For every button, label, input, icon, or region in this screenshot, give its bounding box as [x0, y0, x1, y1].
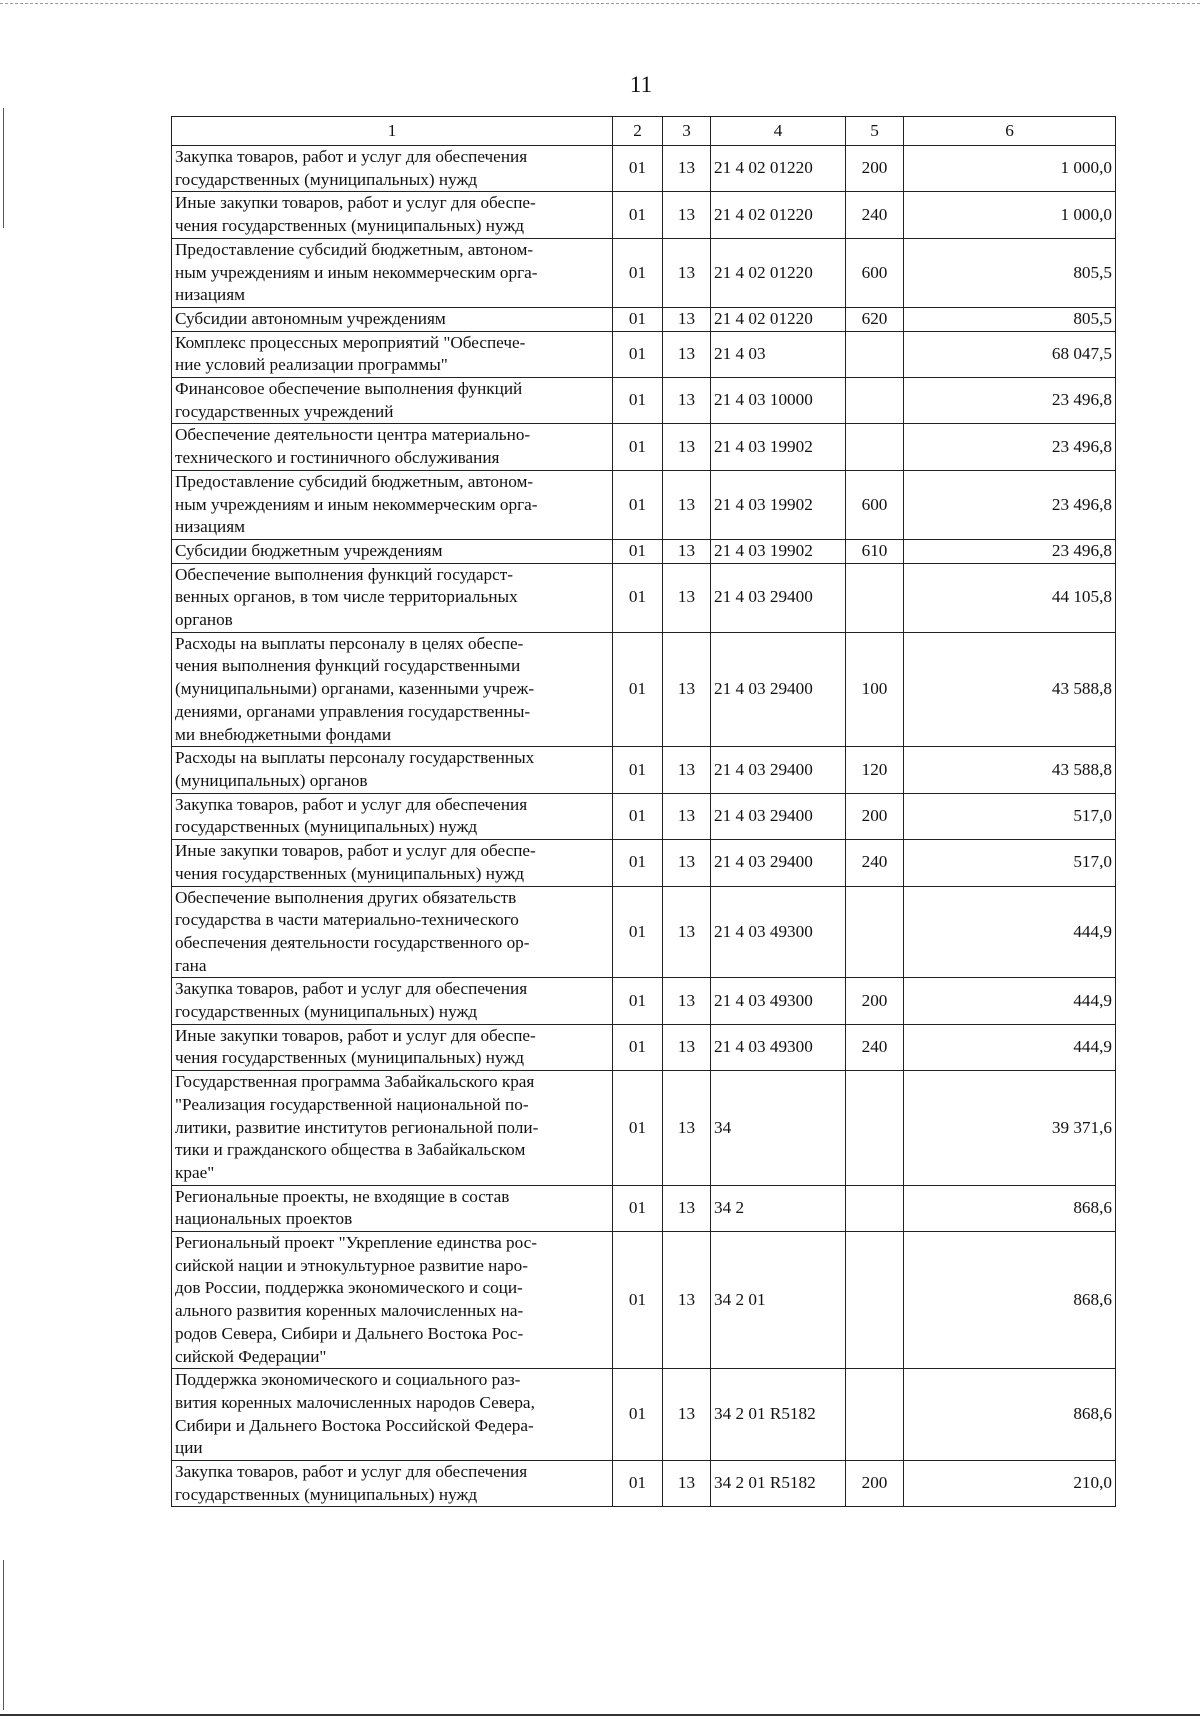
- column-header-name: 1: [172, 117, 613, 146]
- row-name-line: Комплекс процессных мероприятий "Обеспече-: [175, 332, 526, 352]
- row-section: 01: [613, 563, 663, 632]
- row-expense-type: 610: [846, 539, 904, 563]
- row-expense-type: 600: [846, 238, 904, 307]
- row-subsection: 13: [663, 632, 711, 747]
- row-name-line: Предоставление субсидий бюджетным, автоном-: [175, 239, 534, 259]
- table-row: [172, 378, 1116, 424]
- row-name: [172, 1369, 613, 1461]
- table-row: [172, 470, 1116, 539]
- row-subsection: 13: [663, 192, 711, 238]
- header-row: [172, 117, 1116, 146]
- row-name-line: Иные закупки товаров, работ и услуг для обеспе-: [175, 193, 536, 213]
- row-name-line: технического и гостиничного обслуживания: [175, 448, 500, 468]
- table-row: [172, 1185, 1116, 1231]
- row-expense-type: 240: [846, 840, 904, 886]
- row-amount: 39 371,6: [904, 1071, 1116, 1186]
- table-row: [172, 632, 1116, 747]
- row-subsection: 13: [663, 307, 711, 331]
- row-name-line: низациям: [175, 285, 245, 305]
- table-row: [172, 563, 1116, 632]
- row-target-article: 34 2 01 R5182: [711, 1461, 846, 1507]
- row-expense-type: 200: [846, 978, 904, 1024]
- row-name-line: Финансовое обеспечение выполнения функций: [175, 379, 523, 399]
- row-expense-type: 200: [846, 793, 904, 839]
- row-expense-type: [846, 886, 904, 978]
- row-amount: 805,5: [904, 307, 1116, 331]
- row-expense-type: 240: [846, 1024, 904, 1070]
- table-row: [172, 307, 1116, 331]
- table-row: [172, 1232, 1116, 1369]
- row-section: 01: [613, 378, 663, 424]
- row-amount: 23 496,8: [904, 539, 1116, 563]
- row-name-line: сийской нации и этнокультурное развитие наро-: [175, 1255, 528, 1275]
- row-subsection: 13: [663, 747, 711, 793]
- row-amount: 23 496,8: [904, 378, 1116, 424]
- row-section: 01: [613, 793, 663, 839]
- row-section: 01: [613, 424, 663, 470]
- row-name-line: дениями, органами управления государственны-: [175, 701, 531, 721]
- row-section: 01: [613, 1024, 663, 1070]
- row-target-article: 21 4 03 29400: [711, 840, 846, 886]
- row-subsection: 13: [663, 563, 711, 632]
- row-expense-type: [846, 378, 904, 424]
- row-name: [172, 424, 613, 470]
- row-name-line: родов Севера, Сибири и Дальнего Востока Рос-: [175, 1323, 524, 1343]
- row-name: [172, 1071, 613, 1186]
- row-name-line: Расходы на выплаты персоналу государственных: [175, 748, 535, 768]
- row-amount: 23 496,8: [904, 470, 1116, 539]
- row-subsection: 13: [663, 470, 711, 539]
- table-row: [172, 1369, 1116, 1461]
- row-subsection: 13: [663, 238, 711, 307]
- column-header-target-article: 4: [711, 117, 846, 146]
- row-name-line: чения государственных (муниципальных) нужд: [175, 863, 524, 883]
- column-header-expense-type: 5: [846, 117, 904, 146]
- table-row: [172, 424, 1116, 470]
- row-name-line: литики, развитие институтов региональной поли-: [175, 1117, 539, 1137]
- row-expense-type: 200: [846, 146, 904, 192]
- row-section: 01: [613, 747, 663, 793]
- row-expense-type: 240: [846, 192, 904, 238]
- row-subsection: 13: [663, 1185, 711, 1231]
- column-header-amount: 6: [904, 117, 1116, 146]
- row-target-article: 21 4 02 01220: [711, 192, 846, 238]
- row-section: 01: [613, 632, 663, 747]
- row-target-article: 21 4 03 29400: [711, 747, 846, 793]
- row-target-article: 21 4 03 49300: [711, 1024, 846, 1070]
- table-row: [172, 886, 1116, 978]
- row-subsection: 13: [663, 539, 711, 563]
- row-subsection: 13: [663, 1071, 711, 1186]
- row-target-article: 34 2: [711, 1185, 846, 1231]
- table-header: [172, 117, 1116, 146]
- row-expense-type: [846, 1185, 904, 1231]
- row-subsection: 13: [663, 378, 711, 424]
- row-amount: 805,5: [904, 238, 1116, 307]
- row-name-line: чения государственных (муниципальных) нужд: [175, 1048, 524, 1068]
- row-target-article: 21 4 03 19902: [711, 424, 846, 470]
- row-subsection: 13: [663, 331, 711, 377]
- budget-table: [171, 116, 1116, 1507]
- row-name-line: государственных (муниципальных) нужд: [175, 1002, 478, 1022]
- row-target-article: 21 4 03 29400: [711, 793, 846, 839]
- row-section: 01: [613, 1185, 663, 1231]
- row-name-line: Закупка товаров, работ и услуг для обеспечения: [175, 794, 528, 814]
- row-name-line: Обеспечение выполнения других обязательств: [175, 887, 517, 907]
- scan-top-edge: [0, 3, 1200, 4]
- row-name-line: Региональный проект "Укрепление единства рос-: [175, 1233, 538, 1253]
- row-section: 01: [613, 1461, 663, 1507]
- row-name-line: (муниципальных) органов: [175, 770, 368, 790]
- table-row: [172, 747, 1116, 793]
- row-name-line: государства в части материально-технического: [175, 910, 519, 930]
- row-section: 01: [613, 192, 663, 238]
- row-amount: 210,0: [904, 1461, 1116, 1507]
- row-section: 01: [613, 886, 663, 978]
- row-name: [172, 470, 613, 539]
- row-name: [172, 793, 613, 839]
- row-expense-type: [846, 1232, 904, 1369]
- row-amount: 43 588,8: [904, 747, 1116, 793]
- table-row: [172, 793, 1116, 839]
- row-subsection: 13: [663, 146, 711, 192]
- row-expense-type: 120: [846, 747, 904, 793]
- row-name-line: Закупка товаров, работ и услуг для обеспечения: [175, 979, 528, 999]
- row-section: 01: [613, 307, 663, 331]
- row-name-line: чения государственных (муниципальных) нужд: [175, 216, 524, 236]
- row-name: [172, 978, 613, 1024]
- row-name-line: крае": [175, 1162, 215, 1182]
- row-name-line: вития коренных малочисленных народов Севера,: [175, 1392, 535, 1412]
- row-section: 01: [613, 331, 663, 377]
- row-name: [172, 1232, 613, 1369]
- row-name-line: Сибири и Дальнего Востока Российской Федера-: [175, 1415, 534, 1435]
- row-name: [172, 632, 613, 747]
- row-target-article: 21 4 03 29400: [711, 563, 846, 632]
- row-target-article: 21 4 03 29400: [711, 632, 846, 747]
- row-name-line: ции: [175, 1438, 203, 1458]
- row-name-line: венных органов, в том числе территориальных: [175, 587, 518, 607]
- row-expense-type: 200: [846, 1461, 904, 1507]
- row-name-line: Предоставление субсидий бюджетным, автоном-: [175, 471, 534, 491]
- row-name-line: Региональные проекты, не входящие в состав: [175, 1186, 510, 1206]
- page-number: 11: [629, 72, 653, 97]
- row-section: 01: [613, 1232, 663, 1369]
- row-section: 01: [613, 978, 663, 1024]
- row-name: [172, 146, 613, 192]
- row-subsection: 13: [663, 978, 711, 1024]
- table-row: [172, 1071, 1116, 1186]
- row-name-line: Обеспечение деятельности центра материально-: [175, 425, 531, 445]
- row-name-line: национальных проектов: [175, 1209, 353, 1229]
- row-amount: 444,9: [904, 886, 1116, 978]
- row-expense-type: 600: [846, 470, 904, 539]
- row-target-article: 34 2 01 R5182: [711, 1369, 846, 1461]
- row-target-article: 21 4 03 19902: [711, 470, 846, 539]
- row-name: [172, 331, 613, 377]
- row-expense-type: [846, 1369, 904, 1461]
- row-target-article: 34 2 01: [711, 1232, 846, 1369]
- row-expense-type: [846, 424, 904, 470]
- row-name-line: дов России, поддержка экономического и соци-: [175, 1278, 523, 1298]
- row-target-article: 21 4 02 01220: [711, 146, 846, 192]
- row-expense-type: 100: [846, 632, 904, 747]
- row-name-line: Расходы на выплаты персоналу в целях обеспе-: [175, 633, 524, 653]
- row-name-line: ние условий реализации программы": [175, 355, 448, 375]
- row-subsection: 13: [663, 1461, 711, 1507]
- row-subsection: 13: [663, 1024, 711, 1070]
- row-name: [172, 1185, 613, 1231]
- table-row: [172, 1024, 1116, 1070]
- row-name-line: государственных (муниципальных) нужд: [175, 1484, 478, 1504]
- row-name-line: государственных учреждений: [175, 401, 394, 421]
- table-row: [172, 840, 1116, 886]
- row-section: 01: [613, 238, 663, 307]
- row-target-article: 21 4 03 49300: [711, 886, 846, 978]
- row-name-line: Субсидии бюджетным учреждениям: [175, 540, 443, 560]
- row-name: [172, 886, 613, 978]
- row-section: 01: [613, 470, 663, 539]
- row-name: [172, 747, 613, 793]
- row-expense-type: [846, 1071, 904, 1186]
- row-target-article: 21 4 03 19902: [711, 539, 846, 563]
- row-target-article: 21 4 03: [711, 331, 846, 377]
- row-subsection: 13: [663, 840, 711, 886]
- row-name-line: Закупка товаров, работ и услуг для обеспечения: [175, 1462, 528, 1482]
- row-amount: 1 000,0: [904, 192, 1116, 238]
- row-section: 01: [613, 1071, 663, 1186]
- row-name-line: Субсидии автономным учреждениям: [175, 308, 446, 328]
- row-amount: 868,6: [904, 1369, 1116, 1461]
- row-subsection: 13: [663, 886, 711, 978]
- row-name-line: Поддержка экономического и социального раз-: [175, 1370, 521, 1390]
- row-name: [172, 192, 613, 238]
- row-expense-type: 620: [846, 307, 904, 331]
- row-target-article: 21 4 02 01220: [711, 238, 846, 307]
- row-subsection: 13: [663, 1232, 711, 1369]
- row-subsection: 13: [663, 424, 711, 470]
- table-row: [172, 238, 1116, 307]
- row-name-line: Государственная программа Забайкальского края: [175, 1072, 535, 1092]
- row-amount: 444,9: [904, 978, 1116, 1024]
- row-name: [172, 563, 613, 632]
- row-name-line: сийской Федерации": [175, 1346, 327, 1366]
- row-subsection: 13: [663, 1369, 711, 1461]
- row-name-line: Закупка товаров, работ и услуг для обеспечения: [175, 147, 528, 166]
- row-amount: 68 047,5: [904, 331, 1116, 377]
- row-amount: 868,6: [904, 1185, 1116, 1231]
- row-target-article: 21 4 03 49300: [711, 978, 846, 1024]
- row-name-line: ным учреждениям и иным некоммерческим орга-: [175, 494, 538, 514]
- row-name-line: государственных (муниципальных) нужд: [175, 817, 478, 837]
- row-target-article: 21 4 03 10000: [711, 378, 846, 424]
- row-name-line: государственных (муниципальных) нужд: [175, 169, 478, 189]
- row-name-line: ального развития коренных малочисленных на-: [175, 1301, 524, 1321]
- row-name: [172, 840, 613, 886]
- row-section: 01: [613, 840, 663, 886]
- table-row: [172, 978, 1116, 1024]
- table-row: [172, 331, 1116, 377]
- row-amount: 23 496,8: [904, 424, 1116, 470]
- table-row: [172, 1461, 1116, 1507]
- row-name: [172, 1461, 613, 1507]
- row-name-line: ми внебюджетными фондами: [175, 724, 392, 744]
- scan-margin-mark: [3, 108, 4, 228]
- row-name: [172, 307, 613, 331]
- table-row: [172, 192, 1116, 238]
- row-name-line: обеспечения деятельности государственного ор-: [175, 932, 530, 952]
- row-name: [172, 238, 613, 307]
- row-target-article: 21 4 02 01220: [711, 307, 846, 331]
- row-name-line: "Реализация государственной национальной по-: [175, 1094, 529, 1114]
- row-target-article: 34: [711, 1071, 846, 1186]
- row-name-line: органов: [175, 610, 233, 630]
- row-amount: 43 588,8: [904, 632, 1116, 747]
- scan-margin-mark: [3, 1560, 4, 1710]
- row-name: [172, 378, 613, 424]
- table-row: [172, 146, 1116, 192]
- row-name-line: Иные закупки товаров, работ и услуг для обеспе-: [175, 1025, 536, 1045]
- row-subsection: 13: [663, 793, 711, 839]
- row-name-line: Обеспечение выполнения функций государст-: [175, 564, 513, 584]
- row-amount: 868,6: [904, 1232, 1116, 1369]
- row-expense-type: [846, 331, 904, 377]
- scan-bottom-edge: [0, 1714, 1200, 1716]
- row-expense-type: [846, 563, 904, 632]
- row-name: [172, 539, 613, 563]
- table-row: [172, 539, 1116, 563]
- column-header-subsection: 3: [663, 117, 711, 146]
- column-header-section: 2: [613, 117, 663, 146]
- row-amount: 1 000,0: [904, 146, 1116, 192]
- table-body: [172, 146, 1116, 1507]
- row-amount: 44 105,8: [904, 563, 1116, 632]
- row-name: [172, 1024, 613, 1070]
- row-name-line: (муниципальными) органами, казенными учреж-: [175, 679, 535, 699]
- row-section: 01: [613, 1369, 663, 1461]
- row-amount: 517,0: [904, 793, 1116, 839]
- row-name-line: Иные закупки товаров, работ и услуг для обеспе-: [175, 841, 536, 861]
- row-name-line: тики и гражданского общества в Забайкальском: [175, 1140, 526, 1160]
- row-name-line: ным учреждениям и иным некоммерческим орга-: [175, 262, 538, 282]
- row-amount: 444,9: [904, 1024, 1116, 1070]
- row-section: 01: [613, 146, 663, 192]
- row-name-line: низациям: [175, 517, 245, 537]
- row-name-line: чения выполнения функций государственными: [175, 656, 521, 676]
- row-amount: 517,0: [904, 840, 1116, 886]
- row-name-line: гана: [175, 955, 207, 975]
- row-section: 01: [613, 539, 663, 563]
